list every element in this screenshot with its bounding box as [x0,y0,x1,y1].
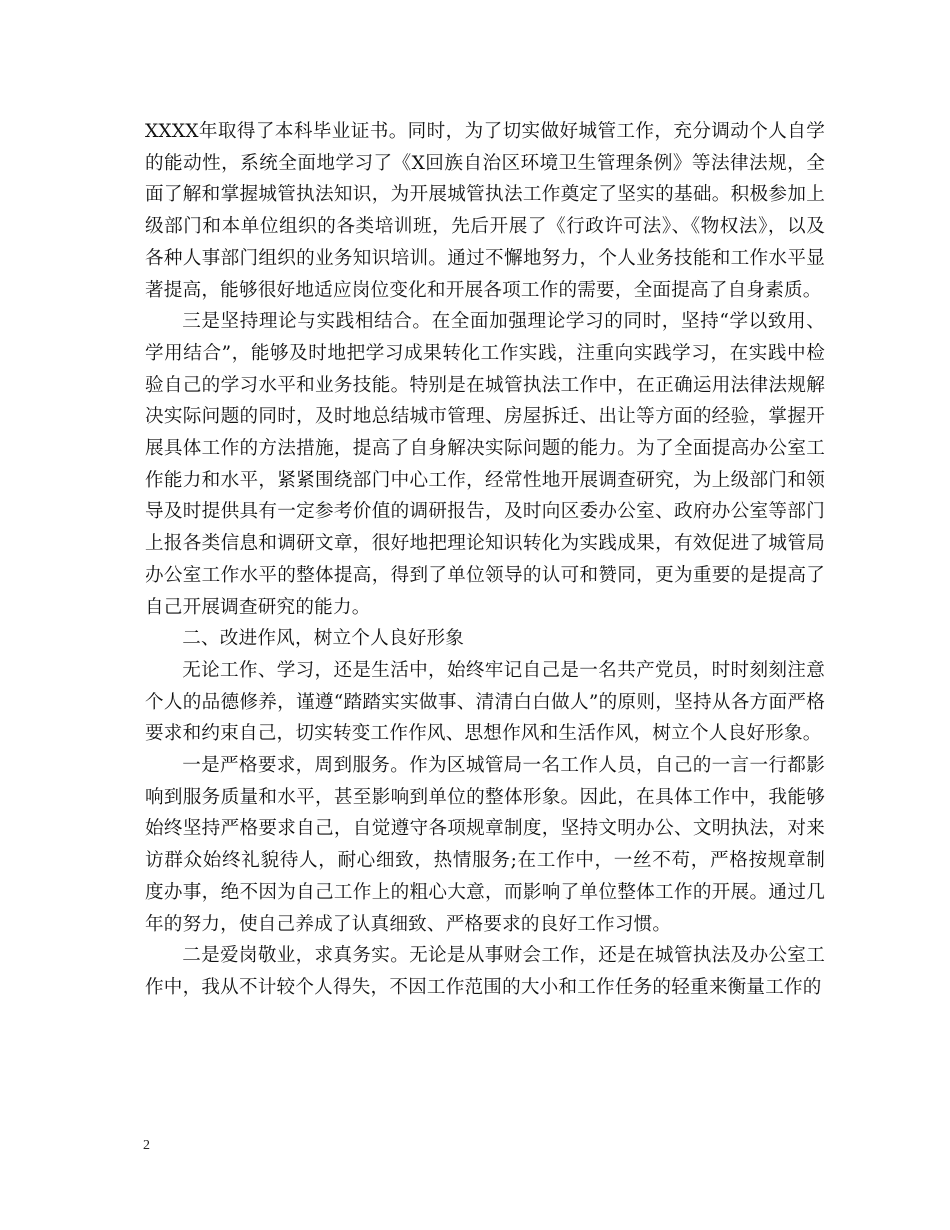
paragraph-party-member: 无论工作、学习，还是生活中，始终牢记自己是一名共产党员，时时刻刻注意个人的品德修养，谨遵“踏踏实实做事、清清白白做人”的原则，坚持从各方面严格要求和约束自己，切实转变工作作风、思想作风和生活作风，树立个人良好形象。 [145,659,825,745]
paragraph-dedication: 二是爱岗敬业，求真务实。无论是从事财会工作，还是在城管执法及办公室工作中，我从不计较个人得失，不因工作范围的大小和工作任务的轻重来衡量工作的 [145,945,825,998]
paragraph-theory-practice: 三是坚持理论与实践相结合。在全面加强理论学习的同时，坚持“学以致用、学用结合”，能够及时地把学习成果转化工作实践，注重向实践学习，在实践中检验自己的学习水平和业务技能。特别是在城管执法工作中，在正确运用法律法规解决实际问题的同时，及时地总结城市管理、房屋拆迁、出让等方面的经验，掌握开展具体工作的方法措施，提高了自身解决实际问题的能力。为了全面提高办公室工作能力和水平，紧紧围绕部门中心工作，经常性地开展调查研究，为上级部门和领导及时提供具有一定参考价值的调研报告，及时向区委办公室、政府办公室等部门上报各类信息和调研文章，很好地把理论知识转化为实践成果，有效促进了城管局办公室工作水平的整体提高，得到了单位领导的认可和赞同，更为重要的是提高了自己开展调查研究的能力。 [145,311,825,618]
page-number: 2 [143,1138,150,1153]
paragraph-continuation: XXXX年取得了本科毕业证书。同时，为了切实做好城管工作，充分调动个人自学的能动性，系统全面地学习了《X回族自治区环境卫生管理条例》等法律法规，全面了解和掌握城管执法知识，为开展城管执法工作奠定了坚实的基础。积极参加上级部门和本单位组织的各类培训班，先后开展了《行政许可法》、《物权法》，以及各种人事部门组织的业务知识培训。通过不懈地努力，个人业务技能和工作水平显著提高，能够很好地适应岗位变化和开展各项工作的需要，全面提高了自身素质。 [145,121,825,301]
document-body [145,116,825,1004]
paragraph-strict-requirements: 一是严格要求，周到服务。作为区城管局一名工作人员，自己的一言一行都影响到服务质量和水平，甚至影响到单位的整体形象。因此，在具体工作中，我能够始终坚持严格要求自己，自觉遵守各项规章制度，坚持文明办公、文明执法，对来访群众始终礼貌待人，耐心细致，热情服务;在工作中，一丝不苟，严格按规章制度办事，绝不因为自己工作上的粗心大意，而影响了单位整体工作的开展。通过几年的努力，使自己养成了认真细致、严格要求的良好工作习惯。 [145,755,825,935]
section-heading-improve-style: 二、改进作风，树立个人良好形象 [182,628,465,650]
